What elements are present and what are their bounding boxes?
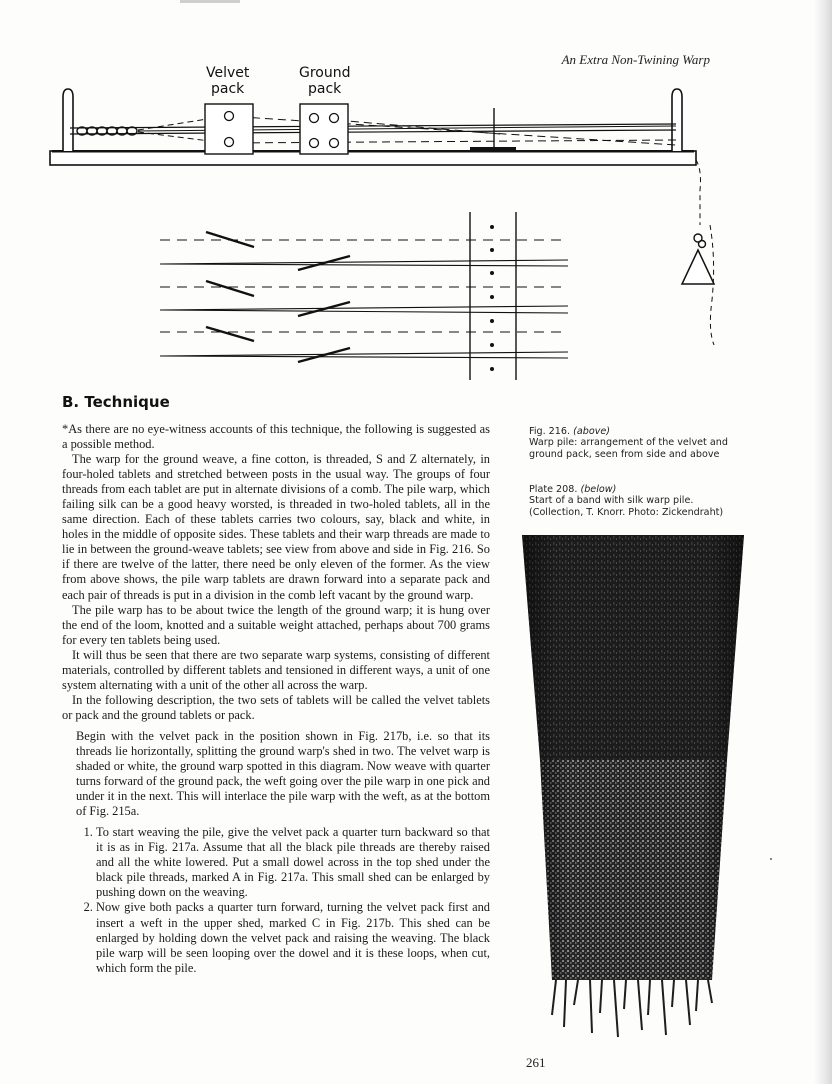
indented-paragraph: Begin with the velvet pack in the position shown in Fig. 217b, i.e. so that its threads lie horizontally, splitting the ground warp's shed in two. The velvet warp is shaded or white, the ground warp spotted in this diagram. Now weave with quarter turns forward of the ground pack, the weft going over the pile warp in one pick and under it in the next. This will interlace the pile warp with the weft, as at the bottom of Fig. 215a.: [76, 728, 490, 819]
loom-side-view: [50, 89, 714, 345]
fringe: [552, 980, 712, 1037]
fig-216-text: Warp pile: arrangement of the velvet and ground pack, seen from side and above: [529, 437, 728, 460]
fig-216-diagram: [0, 0, 832, 390]
label-ground-pack: pack: [308, 81, 342, 97]
label-ground: Ground: [299, 65, 351, 81]
loom-board: [50, 151, 696, 165]
scan-edge: [814, 0, 832, 1084]
right-post: [672, 89, 682, 151]
fig-216-label: Fig. 216. (above): [529, 426, 611, 437]
list-item: 2. Now give both packs a quarter turn forward, turning the velvet pack first and insert a weft in the upper shed, marked C in Fig. 217b. This shed can be enlarged by holding down the velvet pack and raising the weaving. The black pile warp will be seen looping over the dowel and it is these loops, when cut, which form the pile.: [96, 900, 490, 975]
paragraph: The pile warp has to be about twice the length of the ground warp; it is hung over the end of the loom, knotted and a suitable weight attached, perhaps about 700 grams for every ten tablets being used.: [62, 602, 490, 647]
label-velvet-pack: pack: [211, 81, 245, 97]
margin-mark: [770, 858, 772, 860]
plate-208-text: Start of a band with silk warp pile. (Collection, T. Knorr. Photo: Zickendraht): [529, 495, 724, 518]
fig-216-caption: [529, 426, 749, 460]
paragraph: In the following description, the two sets of tablets will be called the velvet tablets or pack and the ground tablets or pack.: [62, 692, 490, 722]
list-item: 1. To start weaving the pile, give the velvet pack a quarter turn backward so that it is as in Fig. 217a. Assume that all the black pile threads are thereby raised and all the white lowered. Put a small dowel across in the top shed under the black pile threads, marked A in Fig. 217a. This small shed can be enlarged by pushing down on the weaving.: [96, 825, 490, 900]
paragraph: The warp for the ground weave, a fine cotton, is threaded, S and Z alternately, in four-holed tablets and stretched between posts in the usual way. The groups of four threads from each tablet are put in alternate divisions of a comb. The pile warp, which failing silk can be a good heavy worsted, is threaded in two-holed tablets, all in the same direction. Each of these tablets carries two colours, say, black and white, in holes in the middle of opposite sides. These tablets and their warp threads are made to lie in between the ground-weave tablets; see view from above and side in Fig. 216. So if there are twelve of the latter, there need be only eleven of the former. As the view from above shows, the pile warp tablets are drawn forward into a separate pack and each pair of threads is put in a division in the comb left vacant by the ground warp.: [62, 452, 490, 602]
label-velvet: Velvet: [206, 65, 250, 81]
plate-208-label: Plate 208. (below): [529, 484, 617, 495]
loom-top-view: [160, 212, 568, 380]
steps-list: [62, 825, 490, 975]
weight-icon: [682, 250, 714, 284]
body-text: [62, 422, 490, 976]
plate-208-caption: [529, 484, 749, 518]
left-post: [63, 89, 73, 151]
page-number: 261: [526, 1055, 546, 1070]
plate-208-photo: [522, 535, 744, 1040]
running-head: An Extra Non-Twining Warp: [561, 52, 710, 67]
section-heading: B. Technique: [62, 393, 170, 411]
ground-pack-tablet: [300, 104, 348, 154]
paragraph: *As there are no eye-witness accounts of this technique, the following is suggested as a possible method.: [62, 422, 490, 452]
paragraph: It will thus be seen that there are two separate warp systems, consisting of different materials, controlled by different tablets and tensioned in different ways, a unit of one system alternating with a unit of the other all across the warp.: [62, 647, 490, 692]
